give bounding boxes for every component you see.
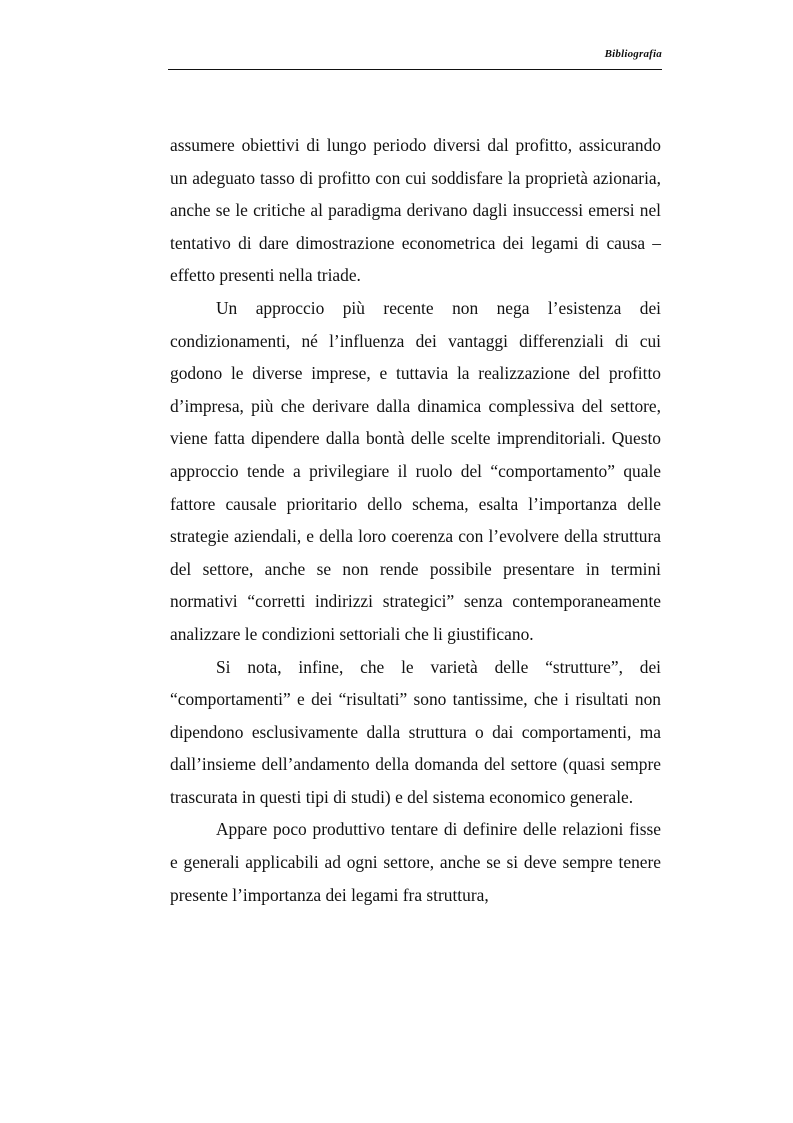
running-header-title: Bibliografia [604,48,662,60]
header-divider [168,69,662,70]
paragraph-3: Si nota, infine, che le varietà delle “strutture”, dei “comportamenti” e dei “risultati” sono tantissime, che i risultati non dipendono esclusivamente dalla struttura o dai comportamenti, ma dall’insieme dell’andamento della domanda del settore (quasi sempre trascurata in questi tipi di studi) e del sistema economico generale. [170,656,661,807]
paragraph-4: Appare poco produttivo tentare di definire delle relazioni fisse e generali applicabili ad ogni settore, anche se si deve sempre tenere presente l’importanza dei legami fra struttura, [170,819,661,905]
page-body-text [170,129,661,911]
paragraph-2: Un approccio più recente non nega l’esistenza dei condizionamenti, né l’influenza dei vantaggi differenziali di cui godono le diverse imprese, e tuttavia la realizzazione del profitto d’impresa, più che derivare dalla dinamica complessiva del settore, viene fatta dipendere dalla bontà delle scelte imprenditoriali. Questo approccio tende a privilegiare il ruolo del “comportamento” quale fattore causale prioritario dello schema, esalta l’importanza delle strategie aziendali, e della loro coerenza con l’evolvere della struttura del settore, anche se non rende possibile presentare in termini normativi “corretti indirizzi strategici” senza contemporaneamente analizzare le condizioni settoriali che li giustificano. [170,297,661,644]
paragraph-1: assumere obiettivi di lungo periodo diversi dal profitto, assicurando un adeguato tasso di profitto con cui soddisfare la proprietà azionaria, anche se le critiche al paradigma derivano dagli insuccessi emersi nel tentativo di dare dimostrazione econometrica dei legami di causa – effetto presenti nella triade. [170,135,661,286]
